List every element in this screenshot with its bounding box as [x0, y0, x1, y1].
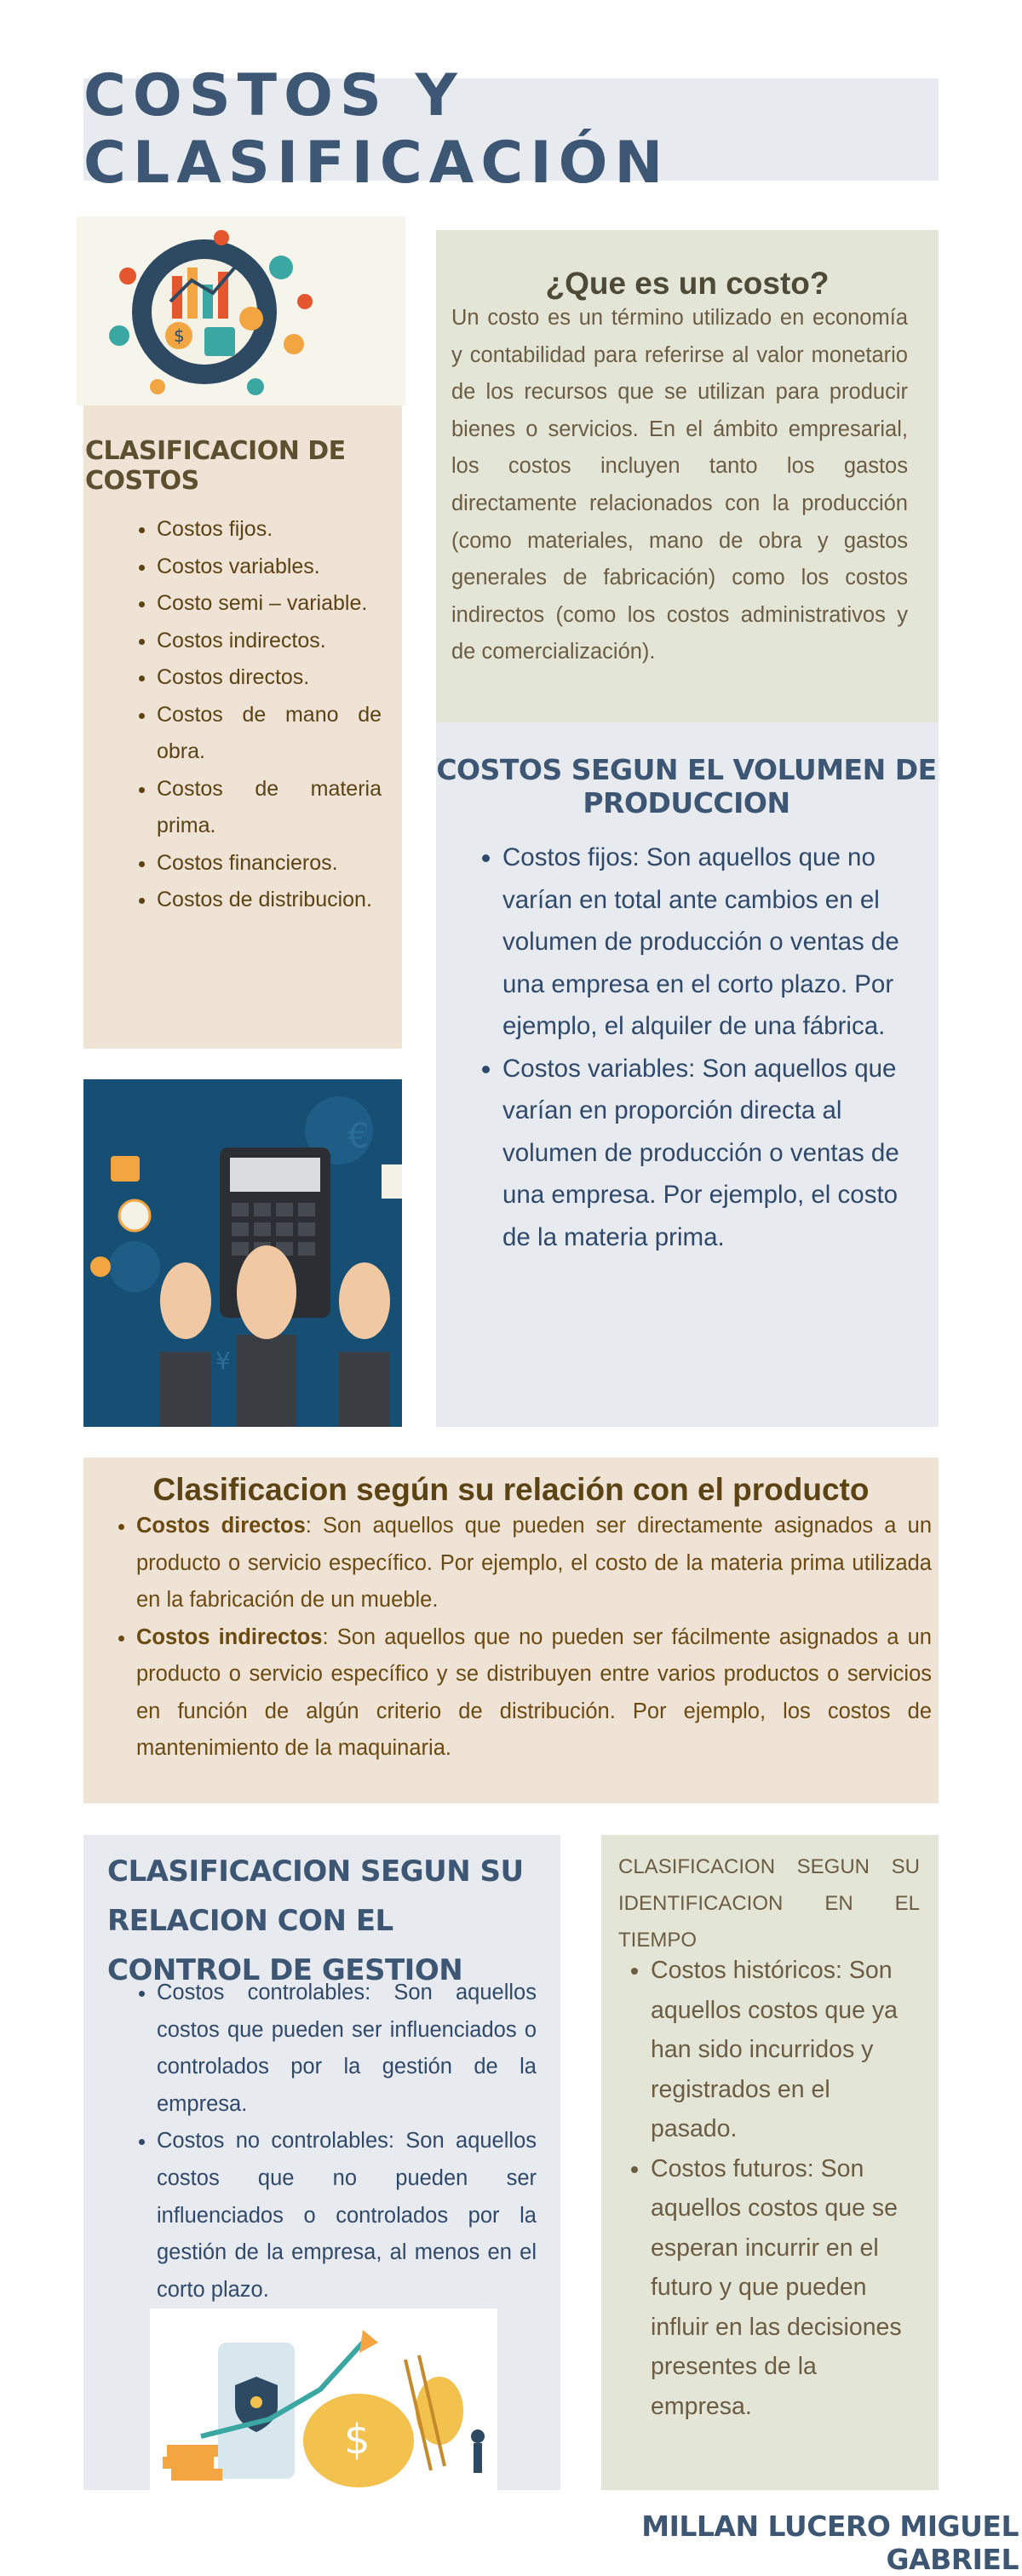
cost-classification-list: [83, 511, 402, 919]
management-control-heading: CLASIFICACION SEGUN SU RELACION CON EL CONTROL DE GESTION: [107, 1854, 524, 1987]
calculator-illustration: [83, 1079, 402, 1427]
calculator-icon: [83, 1079, 402, 1427]
money-security-icon: [150, 2309, 497, 2490]
term: Costos indirectos: [136, 1624, 323, 1649]
svg-text:$: $: [344, 2416, 370, 2464]
cost-classification-heading: CLASIFICACION DE COSTOS: [85, 436, 346, 496]
list-item: [136, 1619, 932, 1768]
svg-text:$: $: [174, 325, 185, 346]
product-relation-heading: Clasificacion según su relación con el producto: [152, 1472, 870, 1507]
list-item: • Costos indirectos.: [157, 623, 382, 660]
money-illustration: [150, 2309, 497, 2490]
what-is-cost-text: Un costo es un término utilizado en economía y contabilidad para referirse al valor monetario de los recursos que se utilizan para producir bienes o servicios. En el ámbito empresarial, los costos incluyen tanto los gastos directamente relacionados con la producción (como materiales, mano de obra y gastos generales de fabricación) como los costos indirectos (como los costos administrativos y de comercialización).: [451, 306, 908, 664]
page-title: COSTOS Y CLASIFICACIÓN: [83, 62, 670, 197]
list-item: • Costos de mano de obra.: [157, 697, 382, 771]
time-identification-list: [601, 1951, 939, 2426]
term: Costos directos: [136, 1514, 306, 1538]
list-item: • Costos de distribucion.: [157, 882, 382, 919]
description: : Son aquellos que no pueden ser fácilmente asignados a un producto o servicio específico y se distribuyen entre varios productos o servicios en función de algún criterio de distribución. Por ejemplo, los costos de mantenimiento de la maquinaria.: [136, 1624, 932, 1760]
list-item: • Costos variables.: [157, 549, 382, 586]
list-item: • Costos fijos.: [157, 511, 382, 549]
list-item: • Costo semi – variable.: [157, 585, 382, 623]
list-item: • Costos futuros: Son aquellos costos que se esperan incurrir en el futuro y que pueden influir en las decisiones presentes de la empresa.: [651, 2149, 922, 2427]
list-item: • Costos de materia prima.: [157, 771, 382, 845]
what-is-cost-heading: ¿Que es un costo?: [545, 266, 830, 301]
description: : Son aquellos que pueden ser directamente asignados a un producto o servicio específico. Por ejemplo, el costo de la materia prima utilizada en la fabricación de un mueble.: [136, 1514, 932, 1612]
finance-chart-icon: [77, 216, 405, 405]
list-item: • Costos históricos: Son aquellos costos que ya han sido incurridos y registrados en el pasado.: [651, 1951, 922, 2149]
volume-heading: COSTOS SEGUN EL VOLUMEN DE PRODUCCION: [436, 753, 937, 819]
author-name: MILLAN LUCERO MIGUEL GABRIEL: [641, 2510, 1019, 2576]
finance-illustration: [77, 216, 405, 405]
list-item: • Costos no controlables: Son aquellos costos que no pueden ser influenciados o controlados por la gestión de la empresa, al menos en el corto plazo.: [157, 2123, 537, 2309]
time-identification-heading: CLASIFICACION SEGUN SU IDENTIFICACION EN EL TIEMPO: [618, 1855, 920, 1952]
list-item: [136, 1508, 932, 1619]
volume-list: [436, 837, 939, 1258]
svg-text:¥: ¥: [215, 1347, 231, 1375]
management-control-list: [83, 1975, 560, 2309]
list-item: • Costos controlables: Son aquellos costos que pueden ser influenciados o controlados por la gestión de la empresa.: [157, 1975, 537, 2123]
title-banner: [83, 62, 939, 197]
list-item: • Costos financieros.: [157, 845, 382, 883]
list-item: • Costos fijos: Son aquellos que no varían en total ante cambios en el volumen de producción o ventas de una empresa en el corto plazo. Por ejemplo, el alquiler de una fábrica.: [502, 837, 910, 1048]
svg-text:€: €: [347, 1117, 370, 1156]
list-item: • Costos directos.: [157, 659, 382, 697]
product-relation-list: [83, 1508, 939, 1768]
list-item: • Costos variables: Son aquellos que varían en proporción directa al volumen de producción o ventas de una empresa. Por ejemplo, el costo de la materia prima.: [502, 1048, 910, 1259]
